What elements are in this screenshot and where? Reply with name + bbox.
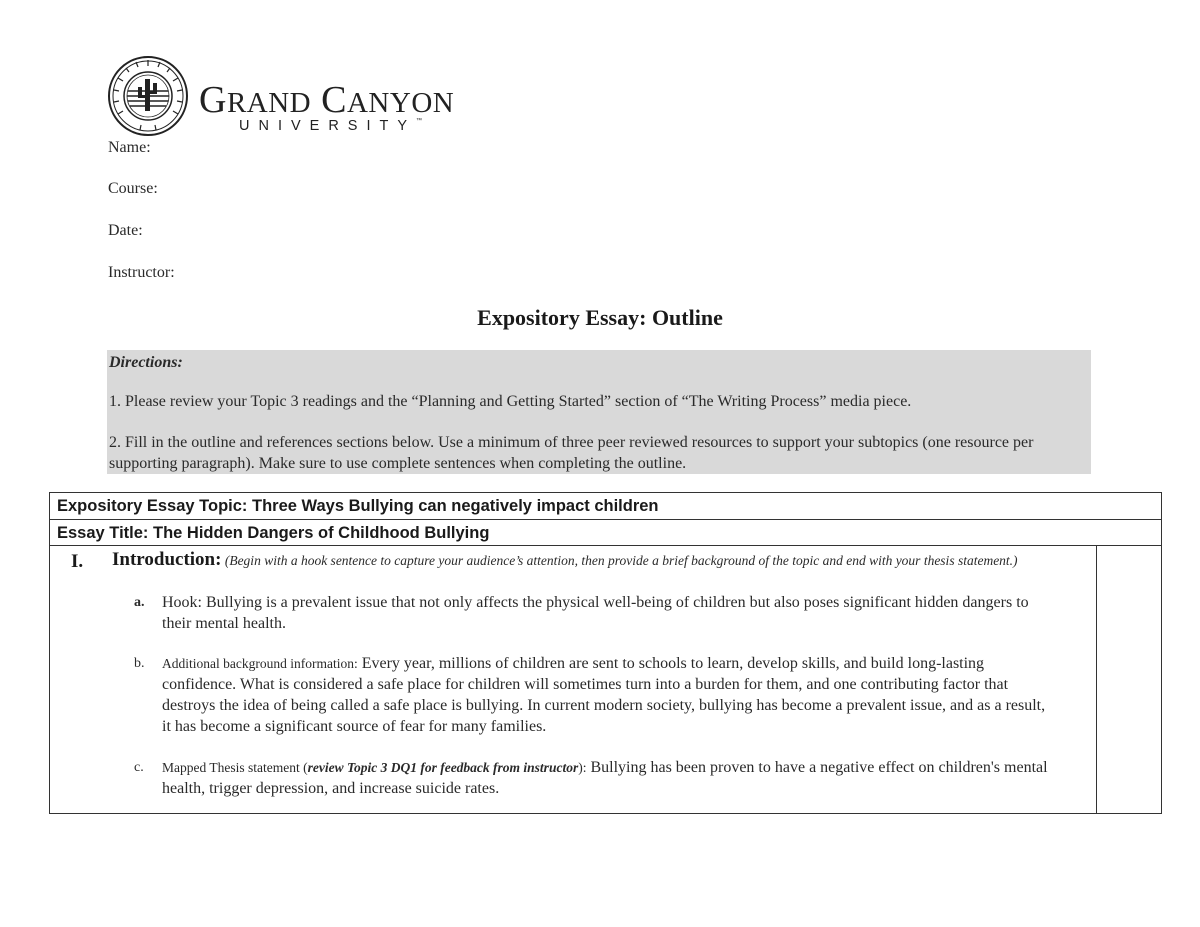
item-marker: a.	[134, 595, 145, 610]
directions-box	[107, 350, 1091, 474]
logo-initial-c: C	[321, 79, 347, 121]
logo-sub-text: UNIVERSITY	[239, 118, 417, 134]
item-label: Hook:	[162, 594, 202, 611]
document-title: Expository Essay: Outline	[477, 305, 723, 330]
item-label: Mapped Thesis statement (	[162, 760, 308, 775]
item-marker: c.	[134, 760, 144, 775]
logo-wordmark	[199, 81, 454, 119]
university-seal-icon	[107, 55, 189, 137]
item-text: Every year, millions of children are sent to schools to learn, develop skills, and build long-lasting confidence. What is considered a safe place for children will sometimes turn into a burden for them, and one contributing factor that destroys the idea of being called a safe place is bullying. In current modern society, bullying has become a prevalent issue, and as a result, it has become a significant source of fear for many families.	[162, 655, 1046, 735]
outline-item-background	[134, 653, 1057, 737]
logo-trademark: ™	[416, 118, 423, 124]
outline-table	[49, 492, 1162, 814]
logo-word-anyon: ANYON	[346, 87, 455, 119]
outline-item-thesis	[134, 757, 1057, 799]
logo-initial-g: G	[199, 79, 227, 121]
logo-word-rand: RAND	[226, 87, 312, 119]
essay-title-row: Essay Title: The Hidden Dangers of Childhood Bullying	[50, 520, 1161, 546]
directions-step-1: 1. Please review your Topic 3 readings and the “Planning and Getting Started” section of “The Writing Process” media piece.	[109, 393, 912, 410]
outline-item-hook	[134, 592, 1057, 634]
essay-topic-row: Expository Essay Topic: Three Ways Bullying can negatively impact children	[50, 493, 1161, 520]
logo-subtitle	[239, 118, 422, 134]
university-logo	[107, 55, 487, 137]
instructor-label: Instructor:	[108, 264, 175, 281]
section-number: I.	[71, 551, 84, 572]
name-label: Name:	[108, 139, 151, 156]
item-label: Additional background information:	[162, 656, 358, 671]
section-heading-block	[112, 550, 1087, 571]
directions-heading: Directions:	[109, 354, 183, 371]
item-text: Bullying is a prevalent issue that not only affects the physical well-being of children but also poses significant hidden dangers to their mental health.	[162, 594, 1029, 632]
date-label: Date:	[108, 222, 143, 239]
item-label-end: ):	[578, 760, 587, 775]
table-column-divider	[1096, 546, 1097, 814]
directions-step-2: 2. Fill in the outline and references sections below. Use a minimum of three peer reviewed resources to support your subtopics (one resource per supporting paragraph). Make sure to use complete sentences when completing the outline.	[109, 434, 1034, 472]
course-label: Course:	[108, 180, 158, 197]
section-instruction: (Begin with a hook sentence to capture your audience’s attention, then provide a brief background of the topic and end with your thesis statement.)	[224, 553, 1018, 568]
section-heading: Introduction:	[112, 549, 222, 570]
item-text: Bullying has been proven to have a negative effect on children's mental health, trigger depression, and increase suicide rates.	[162, 759, 1048, 797]
item-label-emphasis: review Topic 3 DQ1 for feedback from instructor	[307, 760, 579, 775]
item-marker: b.	[134, 656, 145, 671]
